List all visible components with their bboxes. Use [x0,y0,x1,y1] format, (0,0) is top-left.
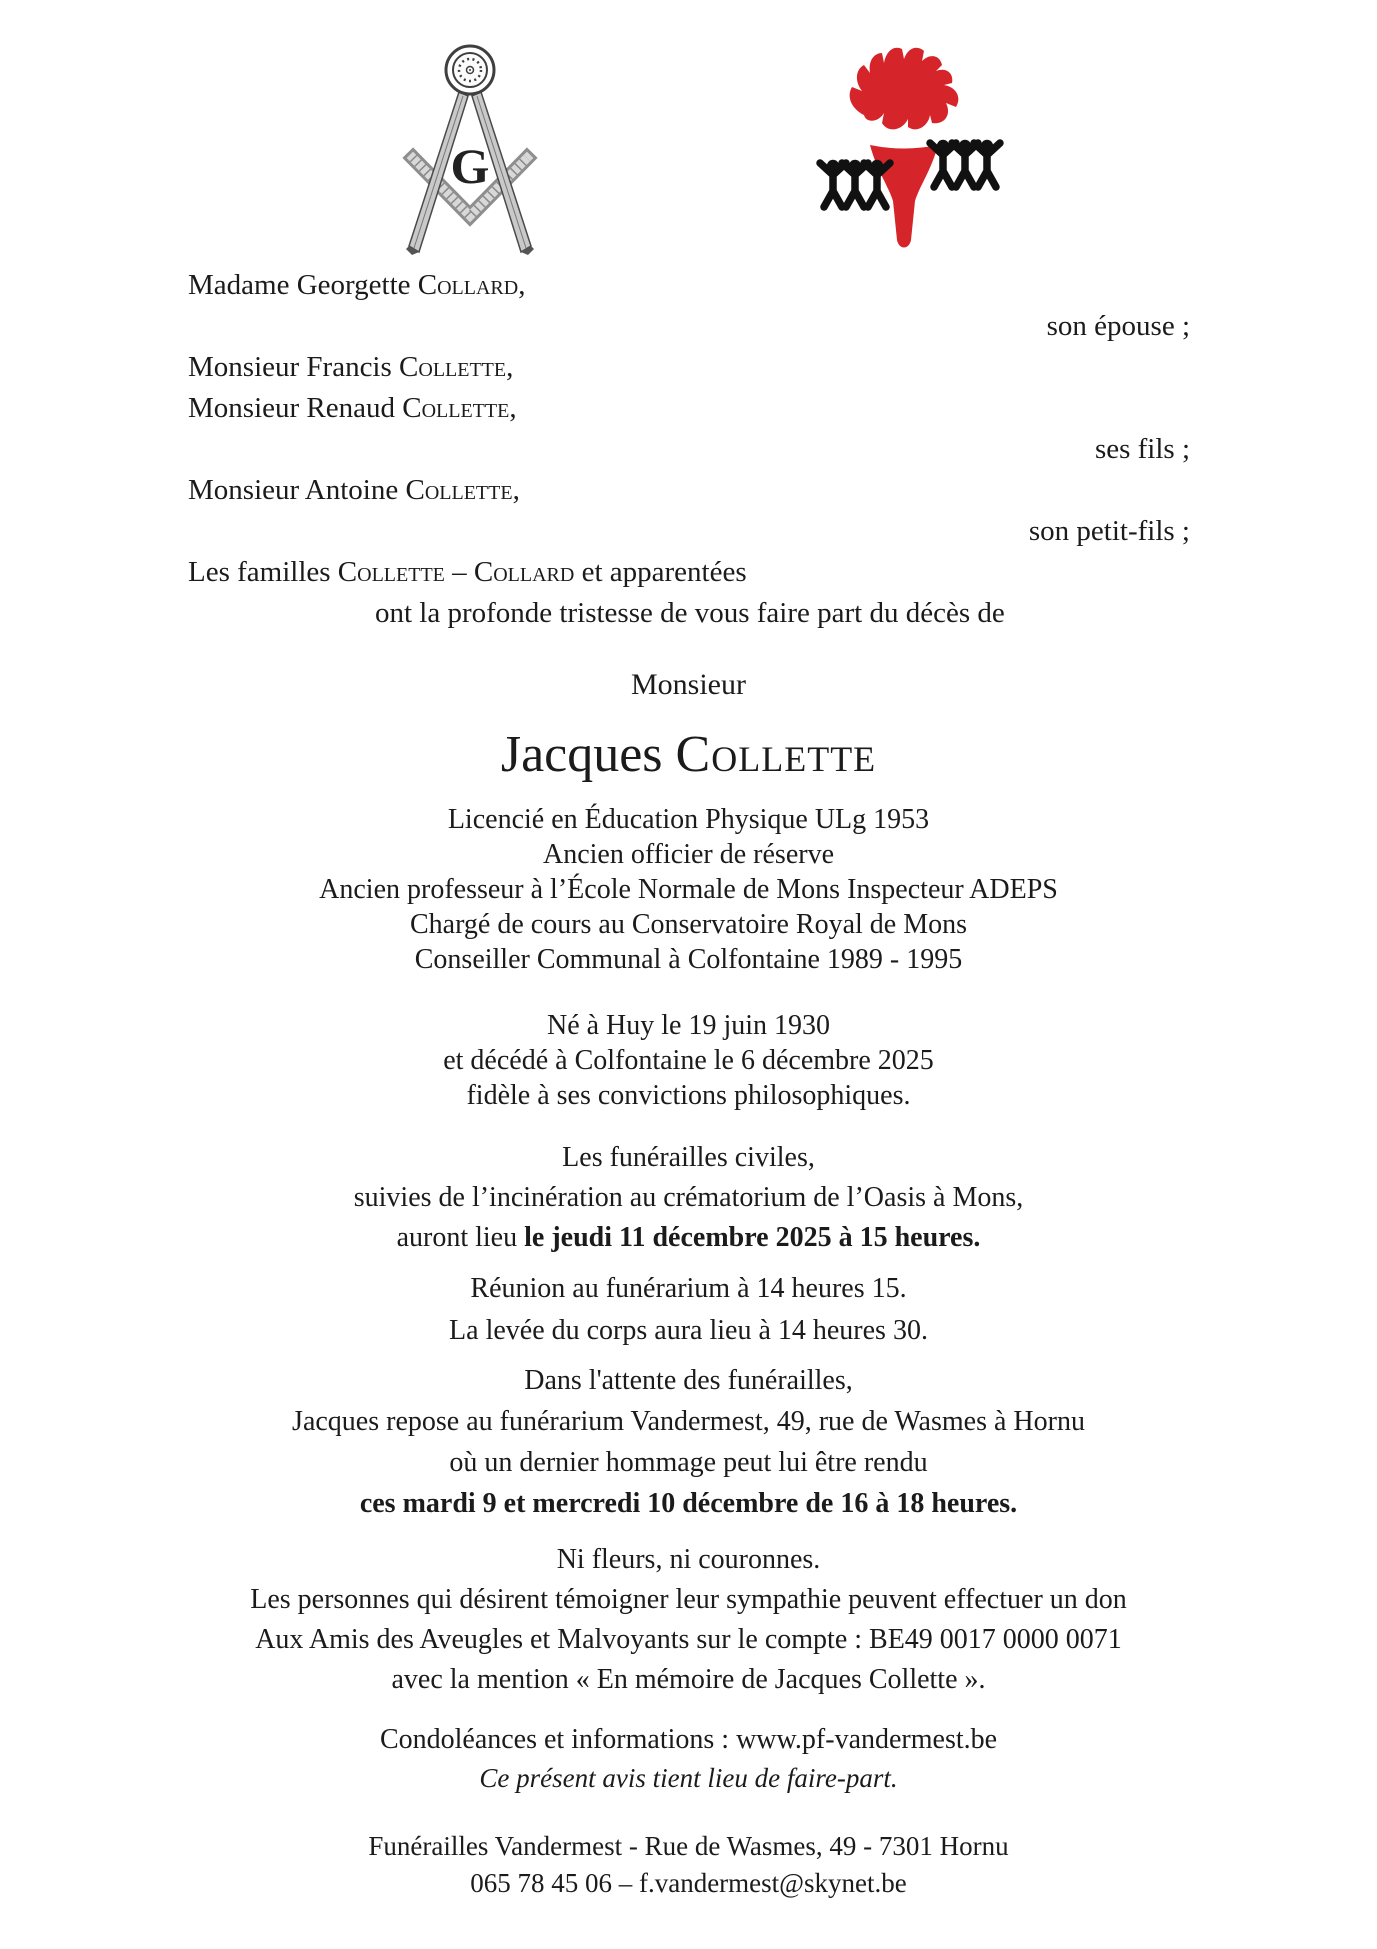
name-prefix: Monsieur Renaud [188,392,403,424]
family-line-wife [0,265,1377,306]
repose-line: Jacques repose au funérarium Vandermest, 49, rue de Wasmes à Hornu [292,1406,1085,1437]
masonic-letter-g: G [450,138,490,194]
logos-header [0,0,1377,265]
donation-mention-line: avec la mention « En mémoire de Jacques Collette ». [391,1664,986,1695]
masonic-square-and-compasses-icon [385,40,555,265]
ceremony-date-line [0,1218,1377,1258]
name-suffix: , [506,351,514,383]
surname: Collette [337,556,445,588]
ceremony-date-bold: le jeudi 11 décembre 2025 à 15 heures. [524,1222,981,1253]
ceremony-line: Les funérailles civiles, [562,1142,815,1173]
condolences-section [0,1721,1377,1797]
donation-account-line: Aux Amis des Aveugles et Malvoyants sur le compte : BE49 0017 0000 0071 [255,1624,1122,1655]
funeral-home-contact: 065 78 45 06 – f.vandermest@skynet.be [470,1868,907,1898]
bio-line: Ancien officier de réserve [543,839,834,870]
birth-line: Né à Huy le 19 juin 1930 [546,1010,831,1041]
flowers-line: Ni fleurs, ni couronnes. [556,1544,821,1575]
death-line: et décédé à Colfontaine le 6 décembre 2025 [443,1045,934,1076]
hommage-line: où un dernier hommage peut lui être rendu [449,1447,928,1478]
name-prefix: Monsieur Antoine [188,474,406,506]
biography-section [0,802,1377,977]
name-suffix: , [509,392,517,424]
deceased-surname: Collette [675,726,877,783]
laicite-torch-with-figures-icon [812,45,1007,260]
families-line [0,552,1377,593]
deceased-name-title [0,725,1377,785]
repose-section [0,1360,1377,1524]
surname: Collette [399,351,507,383]
surname: Collette [402,392,510,424]
ceremony-section [0,1138,1377,1258]
announcement-line: ont la profonde tristesse de vous faire part du décès de [375,597,1005,629]
families-text: Les familles [188,556,338,588]
ceremony-line: suivies de l’incinération au crématorium de l’Oasis à Mons, [353,1182,1024,1213]
relation-sons: ses fils ; [1094,433,1190,465]
meeting-section [0,1268,1377,1352]
relation-wife: son épouse ; [1046,310,1190,342]
name-suffix: , [518,269,526,301]
name-suffix: , [512,474,520,506]
family-section [0,265,1377,634]
name-prefix: Monsieur Francis [188,351,400,383]
families-text: et apparentées [574,556,747,588]
surname: Collard [473,556,575,588]
surname: Collard [417,269,519,301]
surname: Collette [405,474,513,506]
family-line-son-renaud [0,388,1377,429]
bio-line: Ancien professeur à l’École Normale de Mons Inspecteur ADEPS [319,874,1058,905]
levee-line: La levée du corps aura lieu à 14 heures 30. [449,1315,928,1346]
deceased-first-name: Jacques [500,726,676,783]
life-dates-section [0,1008,1377,1113]
name-prefix: Madame Georgette [188,269,418,301]
bio-line: Chargé de cours au Conservatoire Royal de Mons [409,909,968,940]
funeral-home-footer [0,1828,1377,1902]
bio-line: Conseiller Communal à Colfontaine 1989 - 1995 [414,944,963,975]
condolences-line: Condoléances et informations : www.pf-vandermest.be [379,1724,998,1755]
meeting-line: Réunion au funérarium à 14 heures 15. [470,1273,907,1304]
bio-line: Licencié en Éducation Physique ULg 1953 [447,804,930,835]
donation-line: Les personnes qui désirent témoigner leur sympathie peuvent effectuer un don [250,1584,1127,1615]
family-line-grandson [0,470,1377,511]
family-line-son-francis [0,347,1377,388]
notice-line: Ce présent avis tient lieu de faire-part. [479,1763,898,1793]
attente-line: Dans l'attente des funérailles, [524,1365,853,1396]
tributes-section [0,1540,1377,1700]
ceremony-date-prefix: auront lieu [396,1222,525,1253]
deceased-civility: Monsieur [631,668,746,701]
visiting-hours-line: ces mardi 9 et mercredi 10 décembre de 16 à 18 heures. [359,1488,1018,1519]
convictions-line: fidèle à ses convictions philosophiques. [466,1080,911,1111]
flame-shape [850,48,959,130]
funeral-home-address: Funérailles Vandermest - Rue de Wasmes, 49 - 7301 Hornu [368,1831,1009,1861]
families-separator: – [444,556,474,588]
relation-grandson: son petit-fils ; [1028,515,1190,547]
